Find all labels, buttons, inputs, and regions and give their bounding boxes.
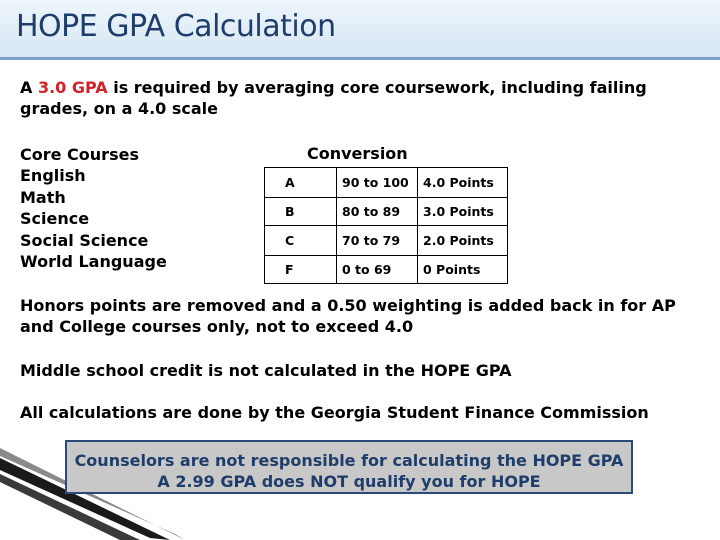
conversion-heading: Conversion bbox=[307, 144, 408, 163]
grade-cell: C bbox=[265, 226, 337, 256]
range-cell: 90 to 100 bbox=[337, 168, 418, 198]
range-cell: 0 to 69 bbox=[337, 256, 418, 284]
table-row bbox=[265, 226, 508, 256]
title-underline bbox=[0, 57, 720, 60]
points-cell: 0 Points bbox=[418, 256, 508, 284]
intro-accent: 3.0 GPA bbox=[37, 78, 108, 97]
core-course-item: English bbox=[20, 166, 86, 185]
table-row bbox=[265, 256, 508, 284]
calculations-note: All calculations are done by the Georgia Student Finance Commission bbox=[20, 403, 649, 422]
grade-cell: F bbox=[265, 256, 337, 284]
intro-text bbox=[20, 77, 680, 119]
middle-school-note: Middle school credit is not calculated in the HOPE GPA bbox=[20, 361, 512, 380]
honors-note: Honors points are removed and a 0.50 weighting is added back in for AP and College courses only, not to exceed 4.0 bbox=[20, 296, 676, 336]
title-bar bbox=[0, 0, 720, 60]
notice-box bbox=[65, 440, 633, 494]
table-row bbox=[265, 198, 508, 226]
page-title: HOPE GPA Calculation bbox=[16, 9, 336, 44]
conversion-table bbox=[264, 167, 508, 284]
core-courses-heading: Core Courses bbox=[20, 145, 139, 164]
points-cell: 3.0 Points bbox=[418, 198, 508, 226]
points-cell: 2.0 Points bbox=[418, 226, 508, 256]
range-cell: 70 to 79 bbox=[337, 226, 418, 256]
points-cell: 4.0 Points bbox=[418, 168, 508, 198]
core-course-item: Science bbox=[20, 209, 90, 228]
core-courses-list bbox=[20, 165, 167, 273]
range-cell: 80 to 89 bbox=[337, 198, 418, 226]
core-course-item: Math bbox=[20, 187, 66, 207]
intro-suffix: is required by averaging core coursework, including failing grades, on a 4.0 scale bbox=[20, 78, 647, 118]
intro-prefix: A bbox=[20, 78, 38, 97]
core-course-item: World Language bbox=[20, 252, 167, 271]
grade-cell: A bbox=[265, 168, 337, 198]
table-row bbox=[265, 168, 508, 198]
notice-line: Counselors are not responsible for calculating the HOPE GPA bbox=[74, 451, 624, 470]
grade-cell: B bbox=[265, 198, 337, 226]
core-course-item: Social Science bbox=[20, 230, 149, 250]
notice-line: A 2.99 GPA does NOT qualify you for HOPE bbox=[157, 472, 541, 491]
